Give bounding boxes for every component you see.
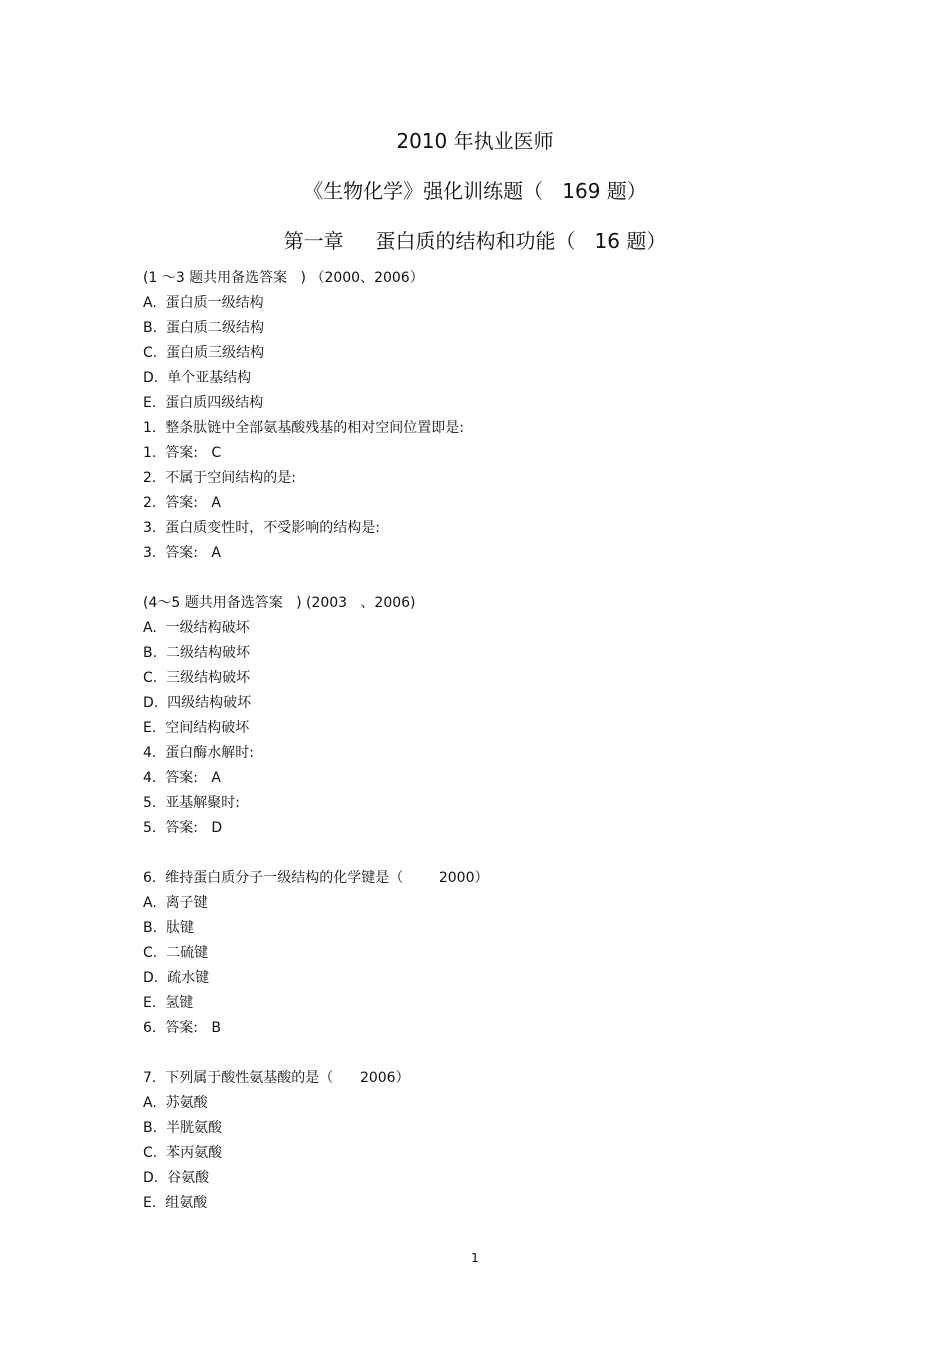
- text-line: A. 蛋白质一级结构: [143, 295, 264, 311]
- text-line: C. 三级结构破坏: [143, 670, 251, 686]
- text-line: 2. 答案: A: [143, 495, 221, 511]
- text-line: 6. 答案: B: [143, 1020, 221, 1036]
- chapter-heading: 第一章 蛋白质的结构和功能（ 16 题）: [283, 229, 667, 253]
- text-line: E. 空间结构破坏: [143, 720, 250, 736]
- page-number: 1: [471, 1251, 479, 1265]
- text-line: 6. 维持蛋白质分子一级结构的化学键是（ 2000）: [143, 870, 489, 886]
- text-line: D. 单个亚基结构: [143, 370, 252, 386]
- text-line: 1. 整条肽链中全部氨基酸残基的相对空间位置即是:: [143, 420, 464, 436]
- text-line: B. 半胱氨酸: [143, 1120, 222, 1136]
- text-line: D. 谷氨酸: [143, 1170, 210, 1186]
- question-list: [143, 266, 843, 1216]
- text-line: B. 蛋白质二级结构: [143, 320, 264, 336]
- text-line: 2. 不属于空间结构的是:: [143, 470, 296, 486]
- blank-line: [143, 1041, 843, 1066]
- text-line: 1. 答案: C: [143, 445, 222, 461]
- text-line: 3. 答案: A: [143, 545, 221, 561]
- blank-line: [143, 841, 843, 866]
- text-line: 4. 蛋白酶水解时:: [143, 745, 254, 761]
- text-line: C. 蛋白质三级结构: [143, 345, 265, 361]
- text-line: 7. 下列属于酸性氨基酸的是（ 2006）: [143, 1070, 410, 1086]
- text-line: B. 二级结构破坏: [143, 645, 250, 661]
- text-line: C. 苯丙氨酸: [143, 1145, 223, 1161]
- text-line: A. 一级结构破坏: [143, 620, 250, 636]
- text-line: A. 离子键: [143, 895, 208, 911]
- text-line: B. 肽键: [143, 920, 194, 936]
- text-line: E. 组氨酸: [143, 1195, 208, 1211]
- text-line: 3. 蛋白质变性时，不受影响的结构是:: [143, 520, 380, 536]
- text-line: (1 ～3 题共用备选答案 ) （2000、2006）: [143, 270, 424, 286]
- text-line: A. 苏氨酸: [143, 1095, 208, 1111]
- text-line: D. 四级结构破坏: [143, 695, 252, 711]
- document-subtitle: 《生物化学》强化训练题（ 169 题）: [303, 179, 647, 203]
- text-line: D. 疏水键: [143, 970, 210, 986]
- document-title: 2010 年执业医师: [396, 129, 554, 153]
- text-line: 5. 亚基解聚时:: [143, 795, 240, 811]
- text-line: (4～5 题共用备选答案 ) (2003 、2006): [143, 595, 416, 611]
- text-line: E. 氢键: [143, 995, 194, 1011]
- text-line: 4. 答案: A: [143, 770, 221, 786]
- text-line: E. 蛋白质四级结构: [143, 395, 264, 411]
- text-line: 5. 答案: D: [143, 820, 223, 836]
- text-line: C. 二硫键: [143, 945, 209, 961]
- blank-line: [143, 566, 843, 591]
